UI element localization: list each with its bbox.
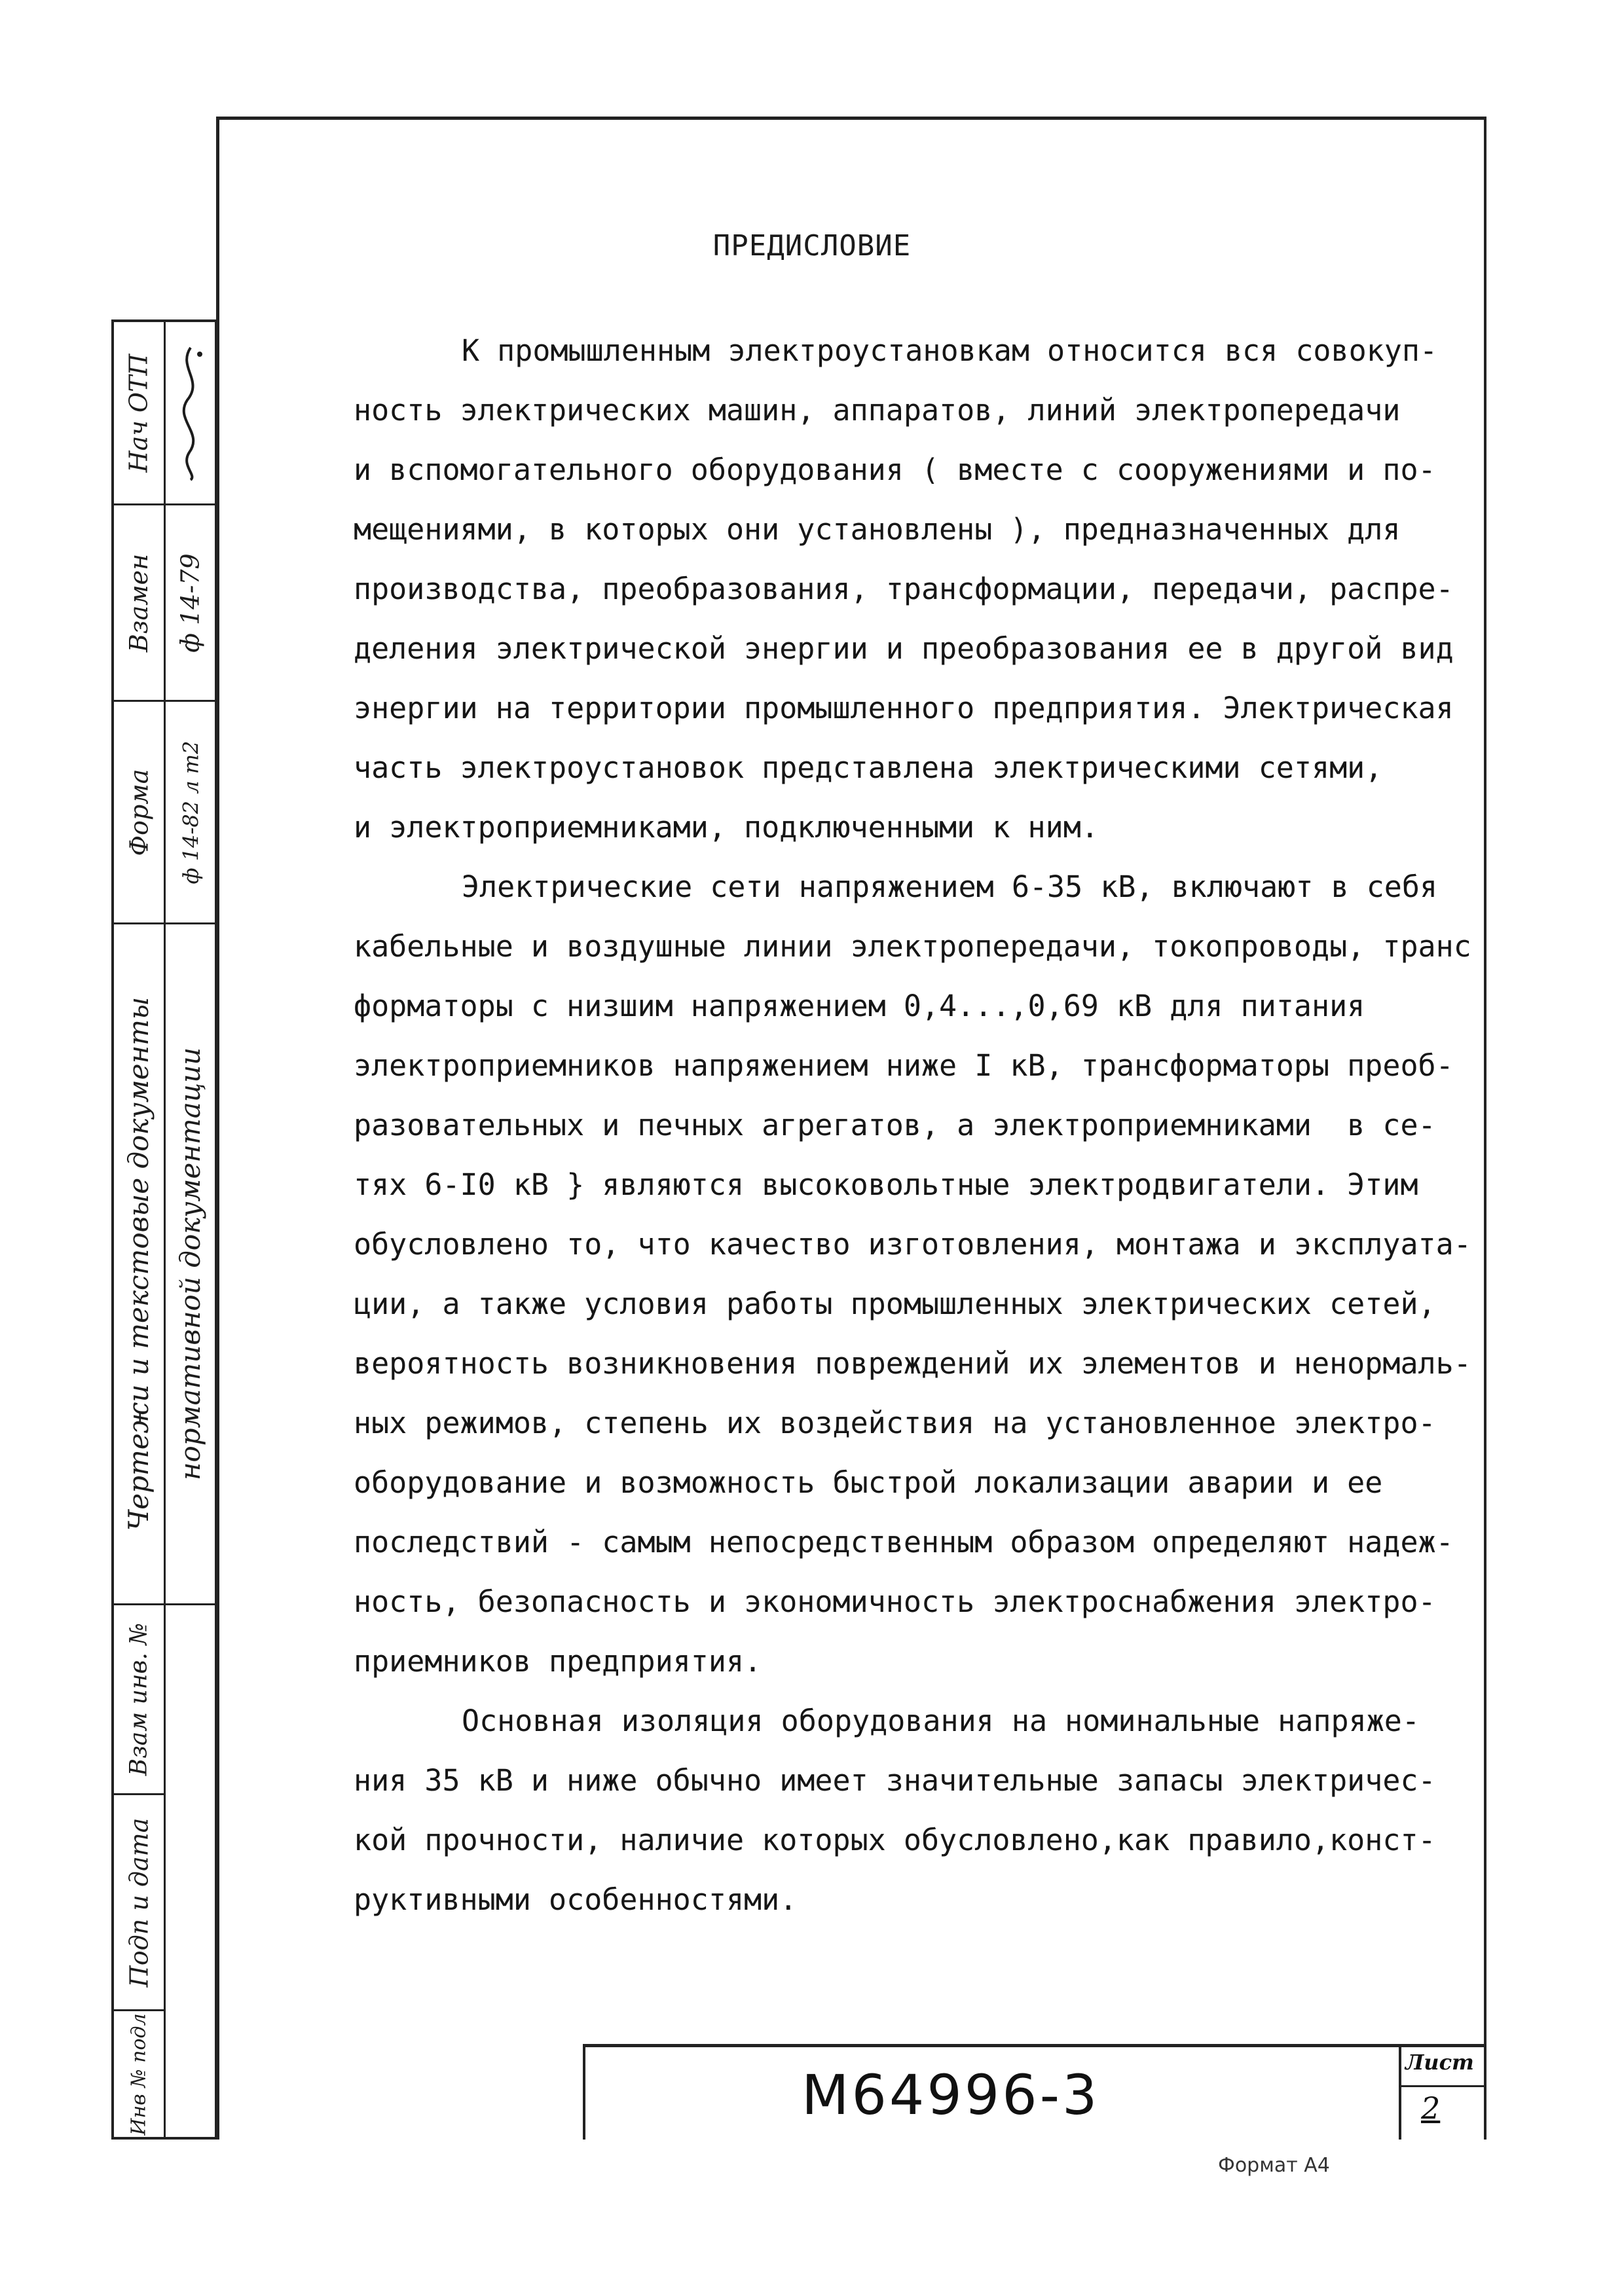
forma-value: ф 14-82 л т2: [178, 740, 204, 884]
sheet-number: 2: [1421, 2090, 1441, 2126]
stamp-cell-category-2: [166, 924, 215, 1605]
stamp-cell-vzam-inv: [114, 1605, 164, 1795]
text-line: и электроприемниками, подключенными к ним.: [354, 810, 1099, 845]
text-line: ных режимов, степень их воздействия на установленное электро-: [354, 1406, 1436, 1440]
stamp-cell-vzamen-value: [166, 505, 215, 702]
nach-otp-label: Нач ОТП: [124, 353, 153, 473]
stamp-cell-podp-data: [114, 1795, 164, 2011]
sheet-box: [1399, 2047, 1484, 2140]
vzamen-label: Взамен: [124, 553, 153, 652]
text-line: кабельные и воздушные линии электропередачи, токопроводы, транс: [354, 929, 1471, 964]
stamp-cell-vzamen: [114, 505, 164, 702]
paragraph-1: [354, 321, 1500, 857]
sheet-label: Лист: [1405, 2050, 1474, 2075]
format-label: Формат А4: [1218, 2154, 1330, 2177]
text-line: ции, а также условия работы промышленных электрических сетей,: [354, 1286, 1436, 1321]
stamp-cell-forma-value: [166, 702, 215, 924]
text-line: ность, безопасность и экономичность электроснабжения электро-: [354, 1584, 1436, 1619]
stamp-cell-nach-otp: [114, 322, 164, 505]
text-line: оборудование и возможность быстрой локализации аварии и ее: [354, 1465, 1383, 1500]
text-line: тях 6-I0 кВ } являются высоковольтные электродвигатели. Этим: [354, 1167, 1418, 1202]
body-text: [354, 321, 1500, 1929]
text-line: Электрические сети напряжением 6-35 кВ, включают в себя: [462, 869, 1438, 904]
category-line-1: Чертежи и текстовые документы: [122, 996, 155, 1531]
text-line: деления электрической энергии и преобразования ее в другой вид: [354, 631, 1454, 666]
inv-podl-label: Инв № подл: [127, 2013, 151, 2136]
text-line: форматоры с низшим напряжением 0,4...,0,69 кВ для питания: [354, 989, 1365, 1023]
stamp-cell-inv-podl: [114, 2011, 164, 2137]
stamp-cell-forma: [114, 702, 164, 924]
paragraph-3: [354, 1691, 1500, 1929]
document-code: М64996-3: [802, 2063, 1100, 2127]
vzamen-value: ф 14-79: [176, 553, 205, 653]
text-line: руктивными особенностями.: [354, 1882, 798, 1917]
title-block: [583, 2044, 1486, 2140]
text-line: К промышленным электроустановкам относится вся совокуп-: [462, 333, 1438, 368]
text-line: ния 35 кВ и ниже обычно имеет значительные запасы электричес-: [354, 1763, 1436, 1798]
text-line: приемников предприятия.: [354, 1644, 762, 1679]
text-line: Основная изоляция оборудования на номинальные напряже-: [462, 1704, 1420, 1738]
text-line: обусловлено то, что качество изготовления, монтажа и эксплуата-: [354, 1227, 1471, 1262]
text-line: электроприемников напряжением ниже I кВ, трансформаторы преоб-: [354, 1048, 1454, 1083]
text-line: и вспомогательного оборудования ( вместе с сооружениями и по-: [354, 452, 1436, 487]
signature-mark: [171, 341, 210, 485]
text-line: вероятность возникновения повреждений их элементов и ненормаль-: [354, 1346, 1471, 1381]
category-line-2: нормативной документации: [174, 1047, 207, 1481]
text-line: часть электроустановок представлена электрическими сетями,: [354, 750, 1383, 785]
forma-label: Форма: [124, 769, 154, 856]
text-line: последствий - самым непосредственным образом определяют надеж-: [354, 1525, 1454, 1559]
text-line: энергии на территории промышленного предприятия. Электрическая: [354, 691, 1454, 725]
stamp-cell-category-1: [114, 924, 164, 1605]
text-line: ность электрических машин, аппаратов, линий электропередачи: [354, 393, 1401, 428]
page-title: ПРЕДИСЛОВИЕ: [712, 229, 912, 263]
text-line: производства, преобразования, трансформации, передачи, распре-: [354, 572, 1454, 606]
text-line: разовательных и печных агрегатов, а электроприемниками в се-: [354, 1108, 1436, 1142]
paragraph-2: [354, 857, 1500, 1691]
podp-data-label: Подп и дата: [124, 1817, 154, 1987]
side-stamp: [111, 319, 217, 2140]
vzam-inv-label: Взам инв. №: [125, 1622, 153, 1776]
sheet-divider: [1401, 2085, 1484, 2087]
stamp-cell-signature: [166, 322, 215, 505]
text-line: кой прочности, наличие которых обусловлено,как правило,конст-: [354, 1823, 1436, 1857]
text-line: мещениями, в которых они установлены ), предназначенных для: [354, 512, 1401, 547]
